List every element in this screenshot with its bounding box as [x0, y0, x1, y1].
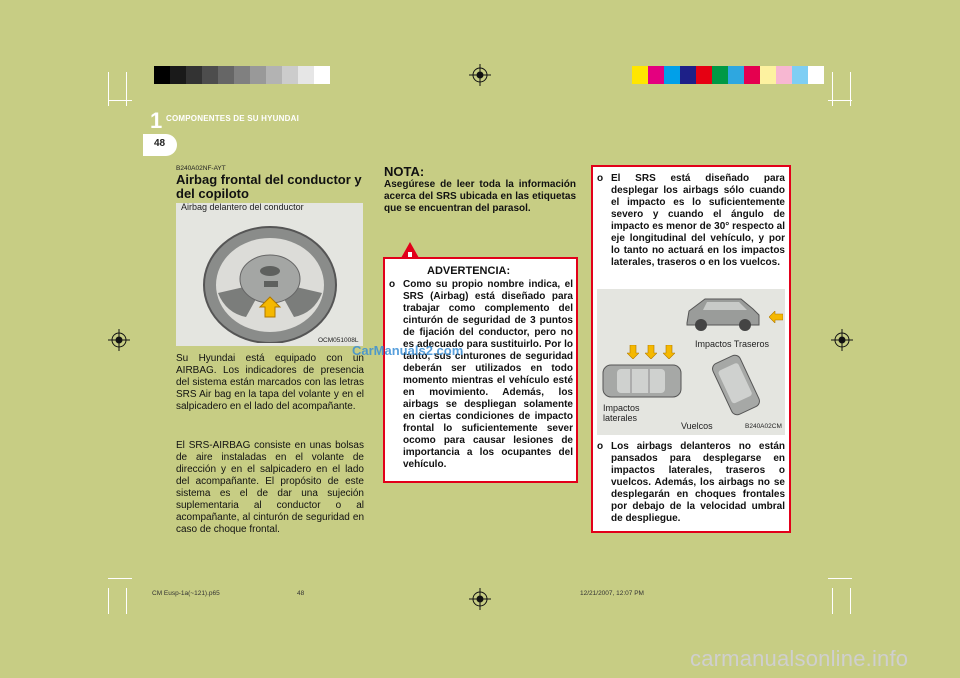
- crop-mark: [832, 588, 833, 614]
- swatch: [664, 66, 680, 84]
- srs-info-box: [591, 165, 791, 533]
- swatch: [792, 66, 808, 84]
- swatch: [776, 66, 792, 84]
- chapter-title: COMPONENTES DE SU HYUNDAI: [166, 114, 300, 123]
- swatch: [712, 66, 728, 84]
- swatch: [314, 66, 330, 84]
- swatch: [760, 66, 776, 84]
- swatch: [808, 66, 824, 84]
- swatch: [202, 66, 218, 84]
- side-impact-arrow-icon: [663, 345, 675, 359]
- suv-side-view-icon: [683, 293, 763, 335]
- paragraph: Su Hyundai está equipado con un AIRBAG. Los indicadores de presencia del sistema están marcados con las letras SRS Air bag en la tapa del volante y en el salpicadero en el lado del acompañante.: [176, 353, 364, 412]
- greyscale-bar: [154, 66, 330, 84]
- side-impact-arrow-icon: [645, 345, 657, 359]
- swatch: [218, 66, 234, 84]
- bullet: o: [597, 441, 604, 452]
- swatch: [728, 66, 744, 84]
- paragraph: El SRS-AIRBAG consiste en unas bolsas de aire instaladas en el volante de dirección y en el salpicadero en el lado del acompañante. El propósito de este sistema es el de dar una sujeción suplementaria al conductor o al acompañante, al cinturón de seguridad en caso de choque frontal.: [176, 440, 364, 535]
- figure-label: Airbag delantero del conductor: [181, 202, 304, 212]
- swatch: [632, 66, 648, 84]
- figure-code: OCM051008L: [318, 337, 359, 344]
- swatch: [186, 66, 202, 84]
- impacts-figure: [597, 289, 785, 435]
- site-watermark: carmanualsonline.info: [690, 646, 909, 671]
- srs-text: Los airbags delanteros no están pansados para desplegarse en impactos laterales, traseros o vuelcos. Además, los airbags no se desplegarán en choques frontales por debajo de la velocidad umbral de despliegue.: [611, 441, 785, 524]
- swatch: [170, 66, 186, 84]
- side-impact-arrow-icon: [627, 345, 639, 359]
- crop-mark: [850, 588, 851, 614]
- steering-wheel-icon: [196, 213, 346, 343]
- warning-box: [383, 257, 578, 483]
- srs-text: El SRS está diseñado para desplegar los airbags sólo cuando el impacto es lo suficientemente severo y cuando el ángulo de impacto es menor de 30° respecto al eje longitudinal del vehículo, y por lo tanto no actuará en los impactos laterales, traseros o en los vuelcos.: [611, 173, 785, 268]
- swatch: [250, 66, 266, 84]
- swatch: [744, 66, 760, 84]
- suv-top-view-icon: [601, 361, 683, 401]
- nota-title: NOTA:: [384, 164, 425, 179]
- color-bar: [632, 66, 824, 84]
- registration-target-icon: [469, 64, 491, 86]
- crop-mark: [126, 588, 127, 614]
- swatch: [696, 66, 712, 84]
- chapter-number: 1: [150, 108, 163, 133]
- section-heading: Airbag frontal del conductor y del copiloto: [176, 172, 362, 201]
- warning-text: Como su propio nombre indica, el SRS (Airbag) está diseñado para trabajar como complemento del cinturón de seguridad de 3 puntos de fijación del conductor, pero no es adecuado para sustituirlo. Por lo tanto, sus cinturones de seguridad deberán ser utilizados en todo momento mientras el vehículo esté en movimiento. Además, los airbags se despliegan solamente en ciertas condiciones de impacto frontal lo suficientemente sever ocomo para causar lesiones de importancia a los ocupantes del vehículo.: [403, 279, 573, 470]
- rear-impact-arrow-icon: [769, 311, 783, 323]
- registration-target-icon: [469, 588, 491, 610]
- footer-date: 12/21/2007, 12:07 PM: [580, 590, 644, 597]
- rollover-label: Vuelcos: [681, 421, 713, 431]
- swatch: [282, 66, 298, 84]
- crop-mark: [108, 588, 109, 614]
- watermark: CarManuals2.com: [352, 343, 464, 358]
- bullet: o: [389, 279, 396, 290]
- swatch: [234, 66, 250, 84]
- registration-target-icon: [108, 329, 130, 351]
- steering-wheel-figure: [176, 203, 363, 346]
- swatch: [154, 66, 170, 84]
- side-impacts-label: Impactos laterales: [603, 403, 640, 423]
- crop-mark: [828, 578, 852, 579]
- footer-page: 48: [297, 590, 305, 597]
- section-code: B240A02NF-AYT: [176, 165, 226, 172]
- rear-impacts-label: Impactos Traseros: [695, 339, 770, 349]
- bullet: o: [597, 173, 604, 184]
- swatch: [266, 66, 282, 84]
- footer-file: CM Eusp-1a(~121).p65: [152, 590, 220, 597]
- swatch: [298, 66, 314, 84]
- figure-code: B240A02CM: [745, 423, 782, 430]
- nota-text: Asegúrese de leer toda la información acerca del SRS ubicada en las etiquetas que se encuentran del parasol.: [384, 179, 576, 214]
- registration-target-icon: [831, 329, 853, 351]
- crop-mark: [108, 100, 132, 101]
- swatch: [680, 66, 696, 84]
- swatch: [648, 66, 664, 84]
- crop-mark: [828, 100, 852, 101]
- warning-title: ADVERTENCIA:: [427, 265, 511, 277]
- crop-mark: [108, 578, 132, 579]
- page-number: 48: [154, 138, 166, 149]
- rollover-car-icon: [709, 351, 763, 419]
